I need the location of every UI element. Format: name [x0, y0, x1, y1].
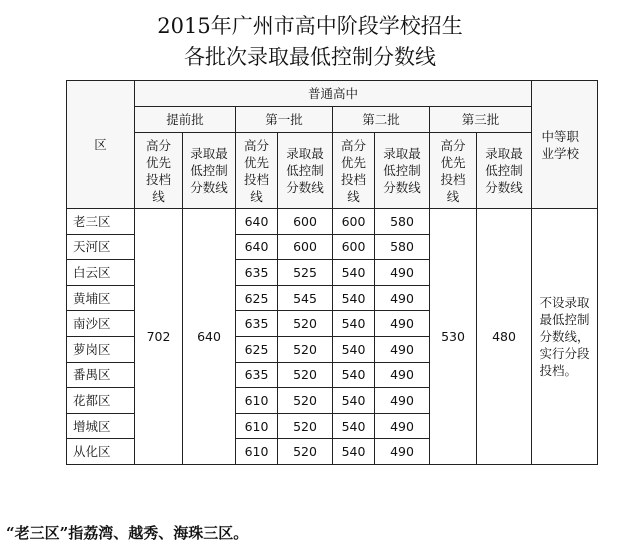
- first-batch-priority-score: 625: [236, 336, 278, 362]
- second-batch-min-score: 580: [375, 234, 430, 260]
- table-body: [67, 81, 598, 465]
- first-batch-priority-score: 635: [236, 260, 278, 286]
- district-cell: 增城区: [67, 413, 135, 439]
- second-batch-min-score: 490: [375, 311, 430, 337]
- header-general-high-school: 普通高中: [135, 81, 532, 107]
- district-cell: 黄埔区: [67, 285, 135, 311]
- first-batch-min-score: 520: [278, 336, 333, 362]
- first-batch-priority-score: 610: [236, 439, 278, 465]
- first-batch-min-score: 520: [278, 439, 333, 465]
- score-table: [66, 80, 598, 465]
- first-batch-priority-score: 640: [236, 209, 278, 235]
- third-batch-priority-score: 530: [430, 209, 477, 465]
- first-batch-priority-score: 610: [236, 388, 278, 414]
- first-batch-priority-score: 610: [236, 413, 278, 439]
- second-batch-min-score: 490: [375, 413, 430, 439]
- second-batch-priority-score: 540: [333, 285, 375, 311]
- subheader-third-a: 高分优先投档线: [430, 133, 477, 209]
- second-batch-priority-score: 600: [333, 234, 375, 260]
- first-batch-min-score: 600: [278, 234, 333, 260]
- second-batch-priority-score: 540: [333, 388, 375, 414]
- subheader-first-a: 高分优先投档线: [236, 133, 278, 209]
- second-batch-priority-score: 600: [333, 209, 375, 235]
- first-batch-priority-score: 635: [236, 362, 278, 388]
- first-batch-priority-score: 640: [236, 234, 278, 260]
- subheader-early-b: 录取最低控制分数线: [183, 133, 236, 209]
- subheader-third-b: 录取最低控制分数线: [477, 133, 532, 209]
- vocational-note-cell: [532, 209, 598, 465]
- first-batch-min-score: 545: [278, 285, 333, 311]
- table-row: [67, 209, 598, 235]
- second-batch-min-score: 490: [375, 388, 430, 414]
- subheader-second-a: 高分优先投档线: [333, 133, 375, 209]
- second-batch-min-score: 490: [375, 439, 430, 465]
- header-batch-first: 第一批: [236, 107, 333, 133]
- first-batch-min-score: 520: [278, 362, 333, 388]
- district-cell: 老三区: [67, 209, 135, 235]
- first-batch-priority-score: 635: [236, 311, 278, 337]
- first-batch-min-score: 520: [278, 311, 333, 337]
- second-batch-priority-score: 540: [333, 362, 375, 388]
- header-vocational: 中等职业学校: [532, 81, 598, 209]
- district-cell: 从化区: [67, 439, 135, 465]
- district-cell: 番禺区: [67, 362, 135, 388]
- footnote: “老三区”指荔湾、越秀、海珠三区。: [6, 524, 249, 542]
- subheader-early-a: 高分优先投档线: [135, 133, 183, 209]
- second-batch-min-score: 490: [375, 260, 430, 286]
- second-batch-min-score: 490: [375, 362, 430, 388]
- document-title-line2: 各批次录取最低控制分数线: [184, 45, 436, 69]
- header-batch-second: 第二批: [333, 107, 430, 133]
- subheader-second-b: 录取最低控制分数线: [375, 133, 430, 209]
- first-batch-min-score: 600: [278, 209, 333, 235]
- header-district: 区: [67, 81, 135, 209]
- second-batch-priority-score: 540: [333, 336, 375, 362]
- second-batch-priority-score: 540: [333, 260, 375, 286]
- second-batch-priority-score: 540: [333, 413, 375, 439]
- second-batch-priority-score: 540: [333, 439, 375, 465]
- district-cell: 萝岗区: [67, 336, 135, 362]
- district-cell: 白云区: [67, 260, 135, 286]
- early-batch-priority-score: 702: [135, 209, 183, 465]
- first-batch-min-score: 525: [278, 260, 333, 286]
- district-cell: 花都区: [67, 388, 135, 414]
- document-title-line1: 2015年广州市高中阶段学校招生: [157, 14, 463, 38]
- second-batch-priority-score: 540: [333, 311, 375, 337]
- header-batch-early: 提前批: [135, 107, 236, 133]
- district-cell: 天河区: [67, 234, 135, 260]
- second-batch-min-score: 580: [375, 209, 430, 235]
- first-batch-min-score: 520: [278, 413, 333, 439]
- district-cell: 南沙区: [67, 311, 135, 337]
- third-batch-min-score: 480: [477, 209, 532, 465]
- second-batch-min-score: 490: [375, 336, 430, 362]
- vocational-note: 不设录取最低控制分数线，实行分段投档。: [539, 294, 590, 378]
- subheader-first-b: 录取最低控制分数线: [278, 133, 333, 209]
- early-batch-min-score: 640: [183, 209, 236, 465]
- second-batch-min-score: 490: [375, 285, 430, 311]
- header-batch-third: 第三批: [430, 107, 532, 133]
- first-batch-min-score: 520: [278, 388, 333, 414]
- first-batch-priority-score: 625: [236, 285, 278, 311]
